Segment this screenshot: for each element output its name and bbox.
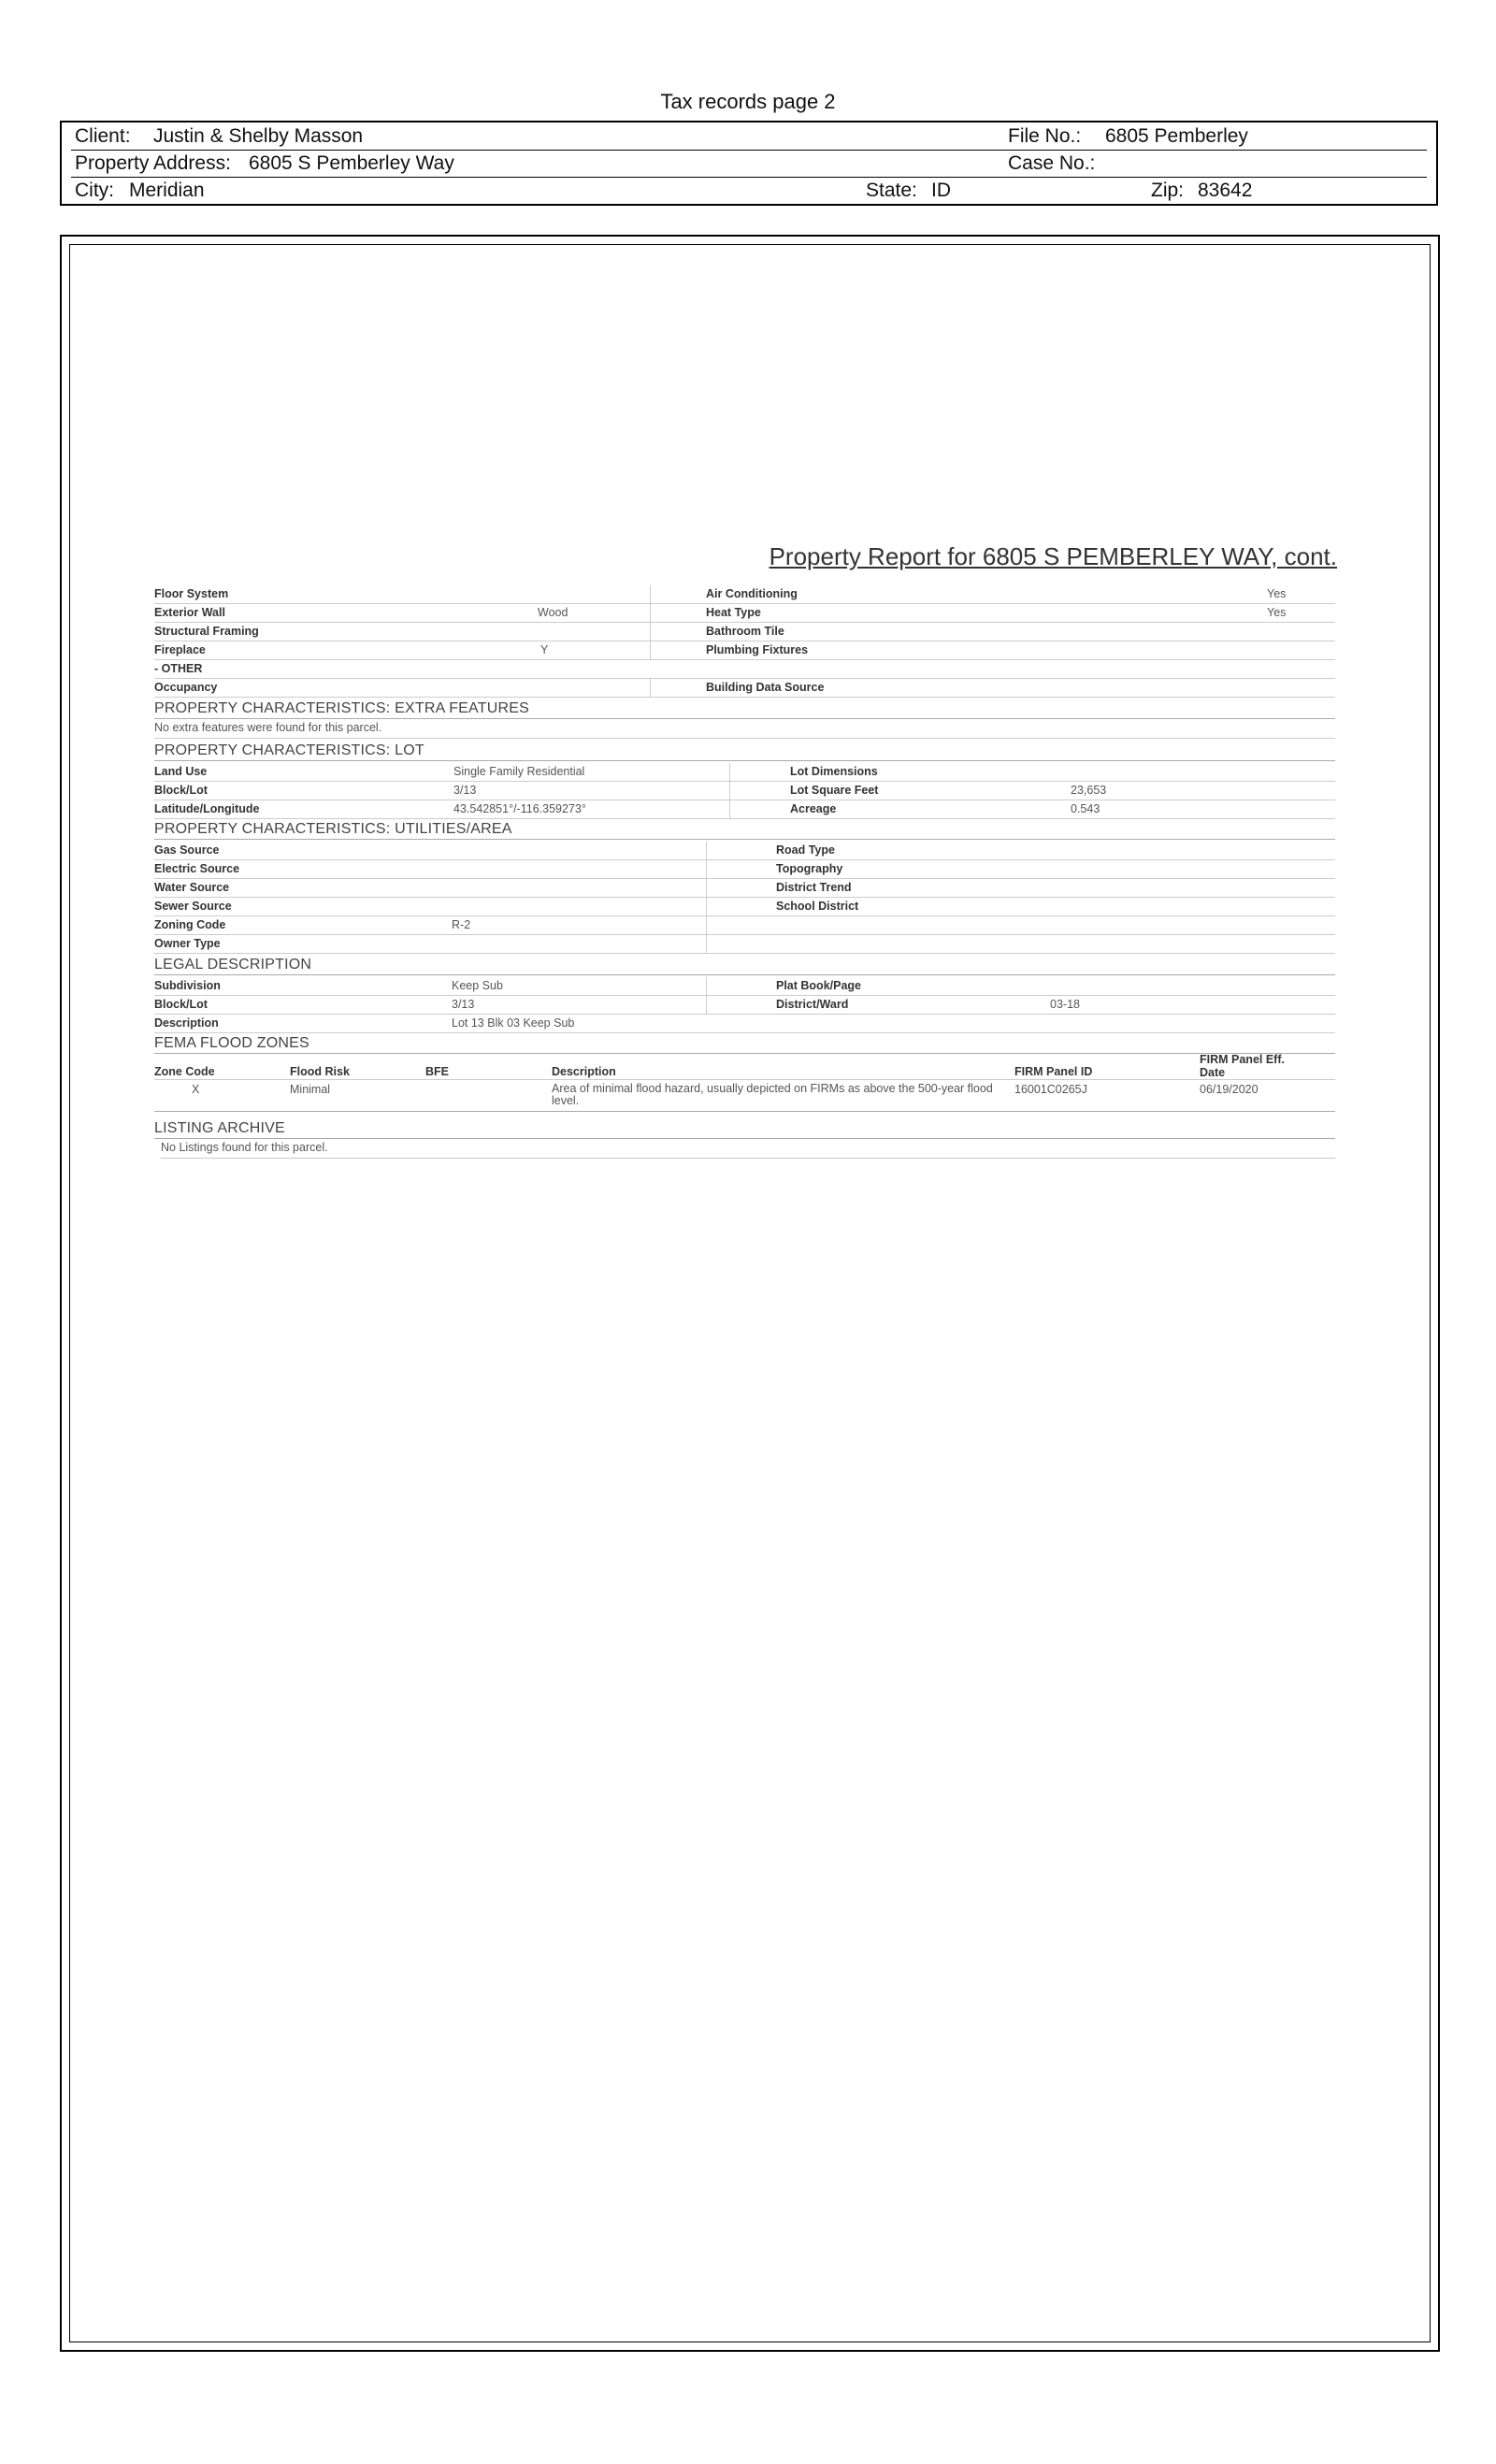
table-row: [154, 623, 1335, 641]
section-heading-fema: FEMA FLOOD ZONES: [154, 1035, 1335, 1054]
header-box: [60, 121, 1438, 206]
zip-label: Zip:: [1151, 180, 1185, 201]
flood-risk: Minimal: [290, 1083, 331, 1096]
row-label: Lot Square Feet: [790, 784, 879, 797]
row-value: Lot 13 Blk 03 Keep Sub: [452, 1016, 575, 1030]
table-row: [154, 800, 1335, 819]
row-label: Road Type: [776, 843, 835, 857]
row-label: Water Source: [154, 881, 230, 894]
row-label: Electric Source: [154, 862, 240, 875]
table-row: [154, 782, 1335, 800]
table-row: [154, 898, 1335, 916]
row-label: District Trend: [776, 881, 852, 894]
file-no-value: 6805 Pemberley: [1105, 125, 1248, 147]
row-label: Structural Framing: [154, 625, 259, 638]
table-row: [154, 641, 1335, 660]
row-value: Y: [540, 643, 549, 656]
table-row: [154, 879, 1335, 898]
row-label: Exterior Wall: [154, 606, 225, 619]
row-label: - OTHER: [154, 662, 203, 675]
row-label: Gas Source: [154, 843, 220, 857]
table-row: [154, 763, 1335, 782]
city-value: Meridian: [129, 180, 205, 201]
row-label: District/Ward: [776, 998, 849, 1011]
column-header: FIRM Panel Eff. Date: [1200, 1053, 1285, 1079]
file-no-label: File No.:: [1008, 125, 1082, 147]
column-header: FIRM Panel ID: [1014, 1065, 1093, 1078]
row-label: Fireplace: [154, 643, 206, 656]
row-value: Single Family Residential: [453, 765, 585, 778]
row-value: 0.543: [1071, 802, 1100, 815]
section-heading-lot: PROPERTY CHARACTERISTICS: LOT: [154, 742, 1335, 761]
table-row: [154, 935, 1335, 954]
row-label: Sewer Source: [154, 900, 232, 913]
report-title: Property Report for 6805 S PEMBERLEY WAY, cont.: [769, 542, 1337, 570]
row-label: Air Conditioning: [706, 587, 798, 600]
row-label: Bathroom Tile: [706, 625, 784, 638]
city-label: City:: [75, 180, 114, 201]
section-heading-extra-features: PROPERTY CHARACTERISTICS: EXTRA FEATURES: [154, 700, 1335, 719]
section-heading-listing-archive: LISTING ARCHIVE: [154, 1120, 1335, 1139]
section-heading-legal: LEGAL DESCRIPTION: [154, 957, 1335, 975]
table-row: [154, 679, 1335, 698]
client-value: Justin & Shelby Masson: [153, 125, 364, 147]
client-label: Client:: [75, 125, 131, 147]
row-value: Wood: [538, 606, 568, 619]
table-row: [154, 585, 1335, 604]
table-row: [154, 860, 1335, 879]
row-label: Heat Type: [706, 606, 761, 619]
row-value: 3/13: [453, 784, 477, 797]
state-label: State:: [866, 180, 917, 201]
extra-features-note: No extra features were found for this parcel.: [154, 721, 1335, 739]
table-row: [154, 660, 1335, 679]
flood-description: Area of minimal flood hazard, usually depicted on FIRMs as above the 500-year flood level.: [552, 1082, 993, 1107]
state-value: ID: [931, 180, 951, 201]
row-label: Block/Lot: [154, 784, 208, 797]
row-value: Yes: [1267, 587, 1287, 600]
table-header-row: [154, 1053, 1335, 1080]
row-value: 43.542851°/-116.359273°: [453, 802, 586, 815]
row-label: Subdivision: [154, 979, 221, 992]
table-row: [154, 1015, 1335, 1033]
row-label: Plat Book/Page: [776, 979, 861, 992]
row-label: Block/Lot: [154, 998, 208, 1011]
firm-panel-eff-date: 06/19/2020: [1200, 1083, 1259, 1096]
header-divider: [71, 150, 1427, 151]
table-row: [154, 916, 1335, 935]
column-header: Description: [552, 1065, 616, 1078]
page-title: Tax records page 2: [660, 90, 836, 113]
row-value: Keep Sub: [452, 979, 503, 992]
property-report: [140, 542, 1337, 1178]
table-row: [154, 977, 1335, 996]
firm-panel-id: 16001C0265J: [1014, 1083, 1087, 1096]
row-label: Floor System: [154, 587, 229, 600]
row-label: Land Use: [154, 765, 208, 778]
row-label: Topography: [776, 862, 843, 875]
table-row: [154, 604, 1335, 623]
header-divider: [71, 177, 1427, 178]
row-label: Lot Dimensions: [790, 765, 878, 778]
column-header: Flood Risk: [290, 1065, 350, 1078]
table-row: [154, 842, 1335, 860]
row-label: Acreage: [790, 802, 837, 815]
table-row: [154, 996, 1335, 1015]
row-label: Latitude/Longitude: [154, 802, 260, 815]
row-label: Building Data Source: [706, 681, 825, 694]
zone-code: X: [192, 1083, 200, 1096]
column-header: Zone Code: [154, 1065, 215, 1078]
row-label: School District: [776, 900, 859, 913]
row-label: Occupancy: [154, 681, 218, 694]
row-label: Owner Type: [154, 937, 221, 950]
listing-note: No Listings found for this parcel.: [161, 1141, 1335, 1159]
row-label: Zoning Code: [154, 918, 226, 931]
zip-value: 83642: [1198, 180, 1253, 201]
property-address-label: Property Address:: [75, 152, 231, 174]
row-value: 3/13: [452, 998, 475, 1011]
row-value: 23,653: [1071, 784, 1107, 797]
row-value: 03-18: [1050, 998, 1080, 1011]
row-label: Description: [154, 1016, 219, 1030]
row-value: R-2: [452, 918, 471, 931]
column-header: BFE: [425, 1065, 449, 1078]
table-row: [154, 1081, 1335, 1112]
row-label: Plumbing Fixtures: [706, 643, 809, 656]
case-no-label: Case No.:: [1008, 152, 1096, 174]
section-heading-utilities: PROPERTY CHARACTERISTICS: UTILITIES/AREA: [154, 821, 1335, 840]
row-value: Yes: [1267, 606, 1287, 619]
property-address-value: 6805 S Pemberley Way: [249, 152, 454, 174]
